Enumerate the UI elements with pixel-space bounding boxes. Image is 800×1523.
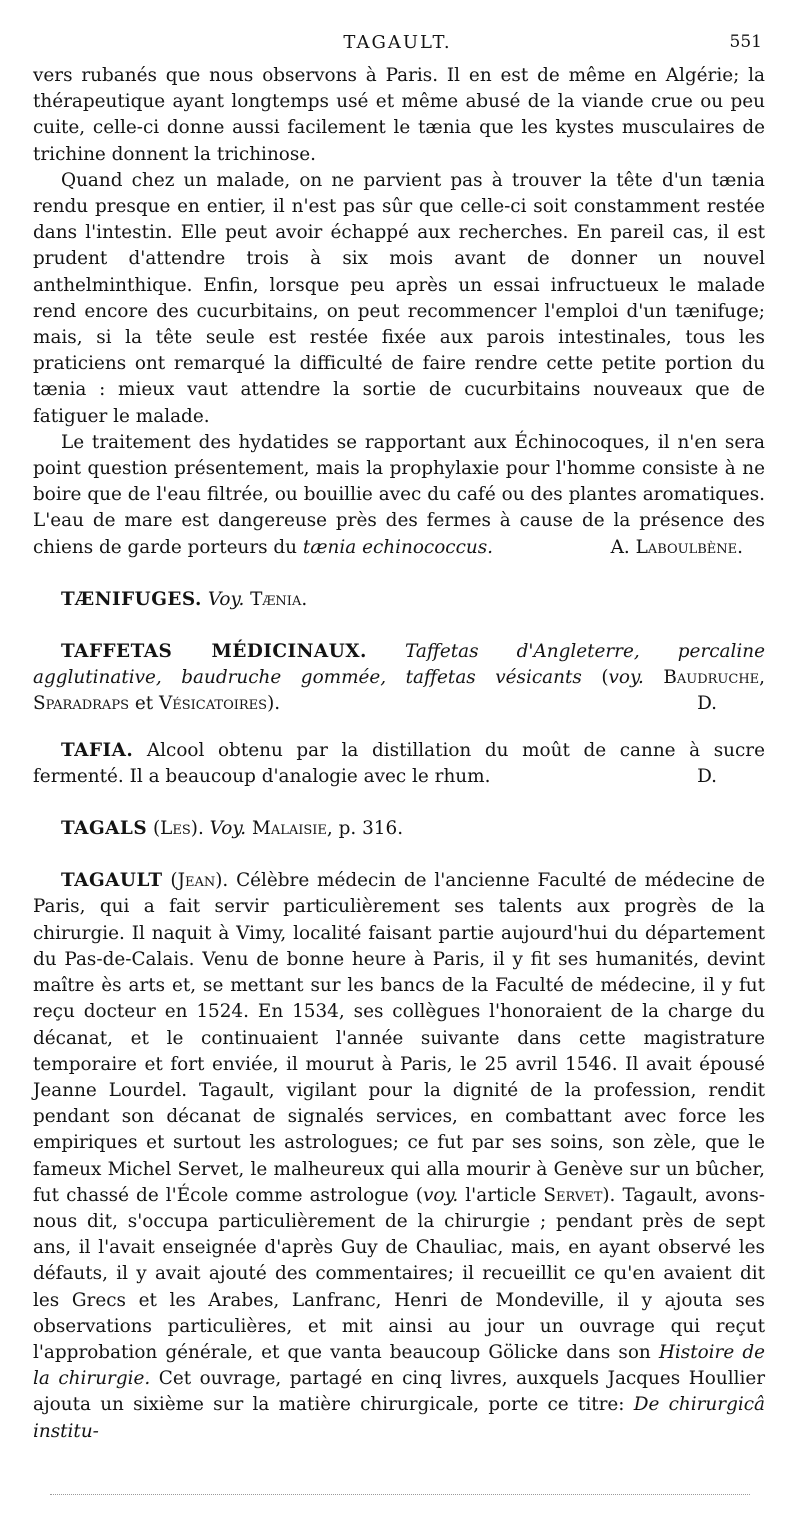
headword-taffetas: TAFFETAS MÉDICINAUX. — [61, 641, 367, 663]
page-body — [33, 63, 765, 1445]
entry-tagault — [33, 868, 765, 1444]
headword-qualifier: (Jean). — [170, 870, 229, 892]
voy-label: voy. — [422, 1184, 459, 1206]
entry-taenifuges — [33, 587, 765, 613]
running-head: TAGAULT. — [343, 32, 452, 53]
headword-qualifier: (Les). — [153, 818, 204, 840]
entry-spacer — [33, 790, 765, 816]
tenia-paragraph-2: Quand chez un malade, on ne parvient pas à trouver la tête d'un tænia rendu presque en entier, il n'est pas sûr que celle-ci soit constamment restée dans l'intestin. Elle peut avoir échappé aux recherches. En pareil cas, il est prudent d'attendre trois à six mois avant de donner un nouvel anthelminthique. Enfin, lorsque peu après un essai infructueux le malade rend encore des cucurbitains, on peut recommencer l'emploi d'un tænifuge; mais, si la tête seule est restée fixée aux parois intestinales, tous les praticiens ont remarqué la difficulté de faire rendre cette petite portion du tænia : mieux vaut attendre la sortie de cucurbitains nouveaux que de fatiguer le malade. — [33, 169, 765, 427]
conjunction: et — [134, 693, 154, 715]
article-label: l'article — [465, 1184, 537, 1206]
author-signature: D. — [697, 693, 717, 715]
entry-spacer — [33, 718, 765, 738]
paren-close: ). — [267, 693, 281, 715]
entry-spacer — [33, 842, 765, 868]
tenia-paragraph-3-text: Le traitement des hydatides se rapportant aux Échinocoques, il n'en sera point question présentement, mais la prophylaxie pour l'homme consiste à ne boire que de l'eau filtrée, ou bouillie avec du café ou des plantes aromatiques. L'eau de mare est dangereuse près des fermes à cause de la présence des chiens de garde porteurs du — [33, 431, 765, 558]
cross-reference-last: Vésicatoires — [158, 693, 268, 715]
page-reference: p. 316. — [338, 818, 404, 840]
paren-open: ( — [601, 667, 609, 689]
page-number: 551 — [729, 32, 762, 52]
cross-references: Baudruche, Sparadraps — [33, 667, 765, 715]
voy-label: Voy. — [207, 588, 245, 610]
treatise-title: De chirurgicâ institu- — [33, 1394, 765, 1442]
tagault-text-3: Cet ouvrage, partagé en cinq livres, auxquels Jacques Houllier ajouta un sixième sur la matière chirurgicale, porte ce titre: — [33, 1368, 766, 1416]
tagault-text-1: Célèbre médecin de l'ancienne Faculté de médecine de Paris, qui a fait servir particulièrement ses talents aux progrès de la chirurgie. Il naquit à Vimy, localité faisant partie aujourd'hui du département du Pas-de-Calais. Venu de bonne heure à Paris, il y fit ses humanités, devint maître ès arts et, se mettant sur les bancs de la Faculté de médecine, il y fut reçu docteur en 1524. En 1534, ses collègues l'honoraient de la charge du décanat, et le continuaient l'année suivante dans cette magistrature temporaire et fort enviée, il mourut à Paris, le 25 avril 1546. Il avait épousé Jeanne Lourdel. Tagault, vigilant pour la dignité de la profession, rendit pendant son décanat de signalés services, en combattant avec force les empiriques et surtout les astrologues; ce fut par ses soins, son zèle, que le fameux Michel Servet, le malheureux qui alla mourir à Genève sur un bûcher, fut chassé de l'École comme astrologue — [33, 870, 765, 1206]
book-title: Histoire de la chirurgie. — [33, 1341, 765, 1390]
taffetas-definition: Taffetas d'Angleterre, percaline agglutinative, baudruche gommée, taffetas vésicants — [33, 641, 765, 689]
author-signature: D. — [697, 765, 717, 787]
tenia-paragraph-1: vers rubanés que nous observons à Paris. Il en est de même en Algérie; la thérapeutique ayant longtemps usé et même abusé de la viande crue ou peu cuite, celle-ci donne aussi facilement le tænia que les kystes musculaires de trichine donnent la trichinose. — [33, 65, 765, 165]
headword-tagault: TAGAULT — [61, 870, 163, 892]
tagault-text-2: ). Tagault, avons-nous dit, s'occupa particulièrement de la chirurgie ; pendant près de sept ans, il l'avait enseignée d'après Guy de Chauliac, mais, en ayant observé les défauts, il y avait ajouté des commentaires; il recueillit ce qu'en avaient dit les Grecs et les Arabes, Lanfranc, Henri de Mondeville, il y ajouta ses observations particulières, et mit ainsi au jour un ouvrage qui reçut l'approbation générale, et que vanta beaucoup Gölicke dans son — [33, 1184, 765, 1363]
footer-rule — [50, 1494, 750, 1495]
headword-tafia: TAFIA. — [61, 739, 134, 761]
entry-spacer — [33, 613, 765, 639]
page-header — [33, 32, 762, 56]
tafia-definition: Alcool obtenu par la distillation du moût de canne à sucre fermenté. Il a beaucoup d'analogie avec le rhum. — [33, 739, 765, 787]
voy-label: voy. — [608, 667, 644, 689]
author-signature: A. Laboulbène. — [610, 536, 743, 558]
entry-tafia — [33, 738, 765, 790]
headword-taenifuges: TÆNIFUGES. — [61, 588, 202, 610]
paren-open: ( — [415, 1184, 423, 1206]
cross-reference: Malaisie, — [252, 818, 333, 840]
cross-reference: Servet — [543, 1184, 603, 1206]
cross-reference: Tænia. — [250, 588, 308, 610]
entry-taffetas — [33, 639, 765, 718]
entry-spacer — [33, 561, 765, 587]
tenia-paragraph-3 — [33, 430, 765, 561]
voy-label: Voy. — [209, 818, 247, 840]
entry-tagals — [33, 816, 765, 842]
tenia-species-name: tænia echinococcus. — [302, 536, 494, 558]
headword-tagals: TAGALS — [61, 818, 148, 840]
